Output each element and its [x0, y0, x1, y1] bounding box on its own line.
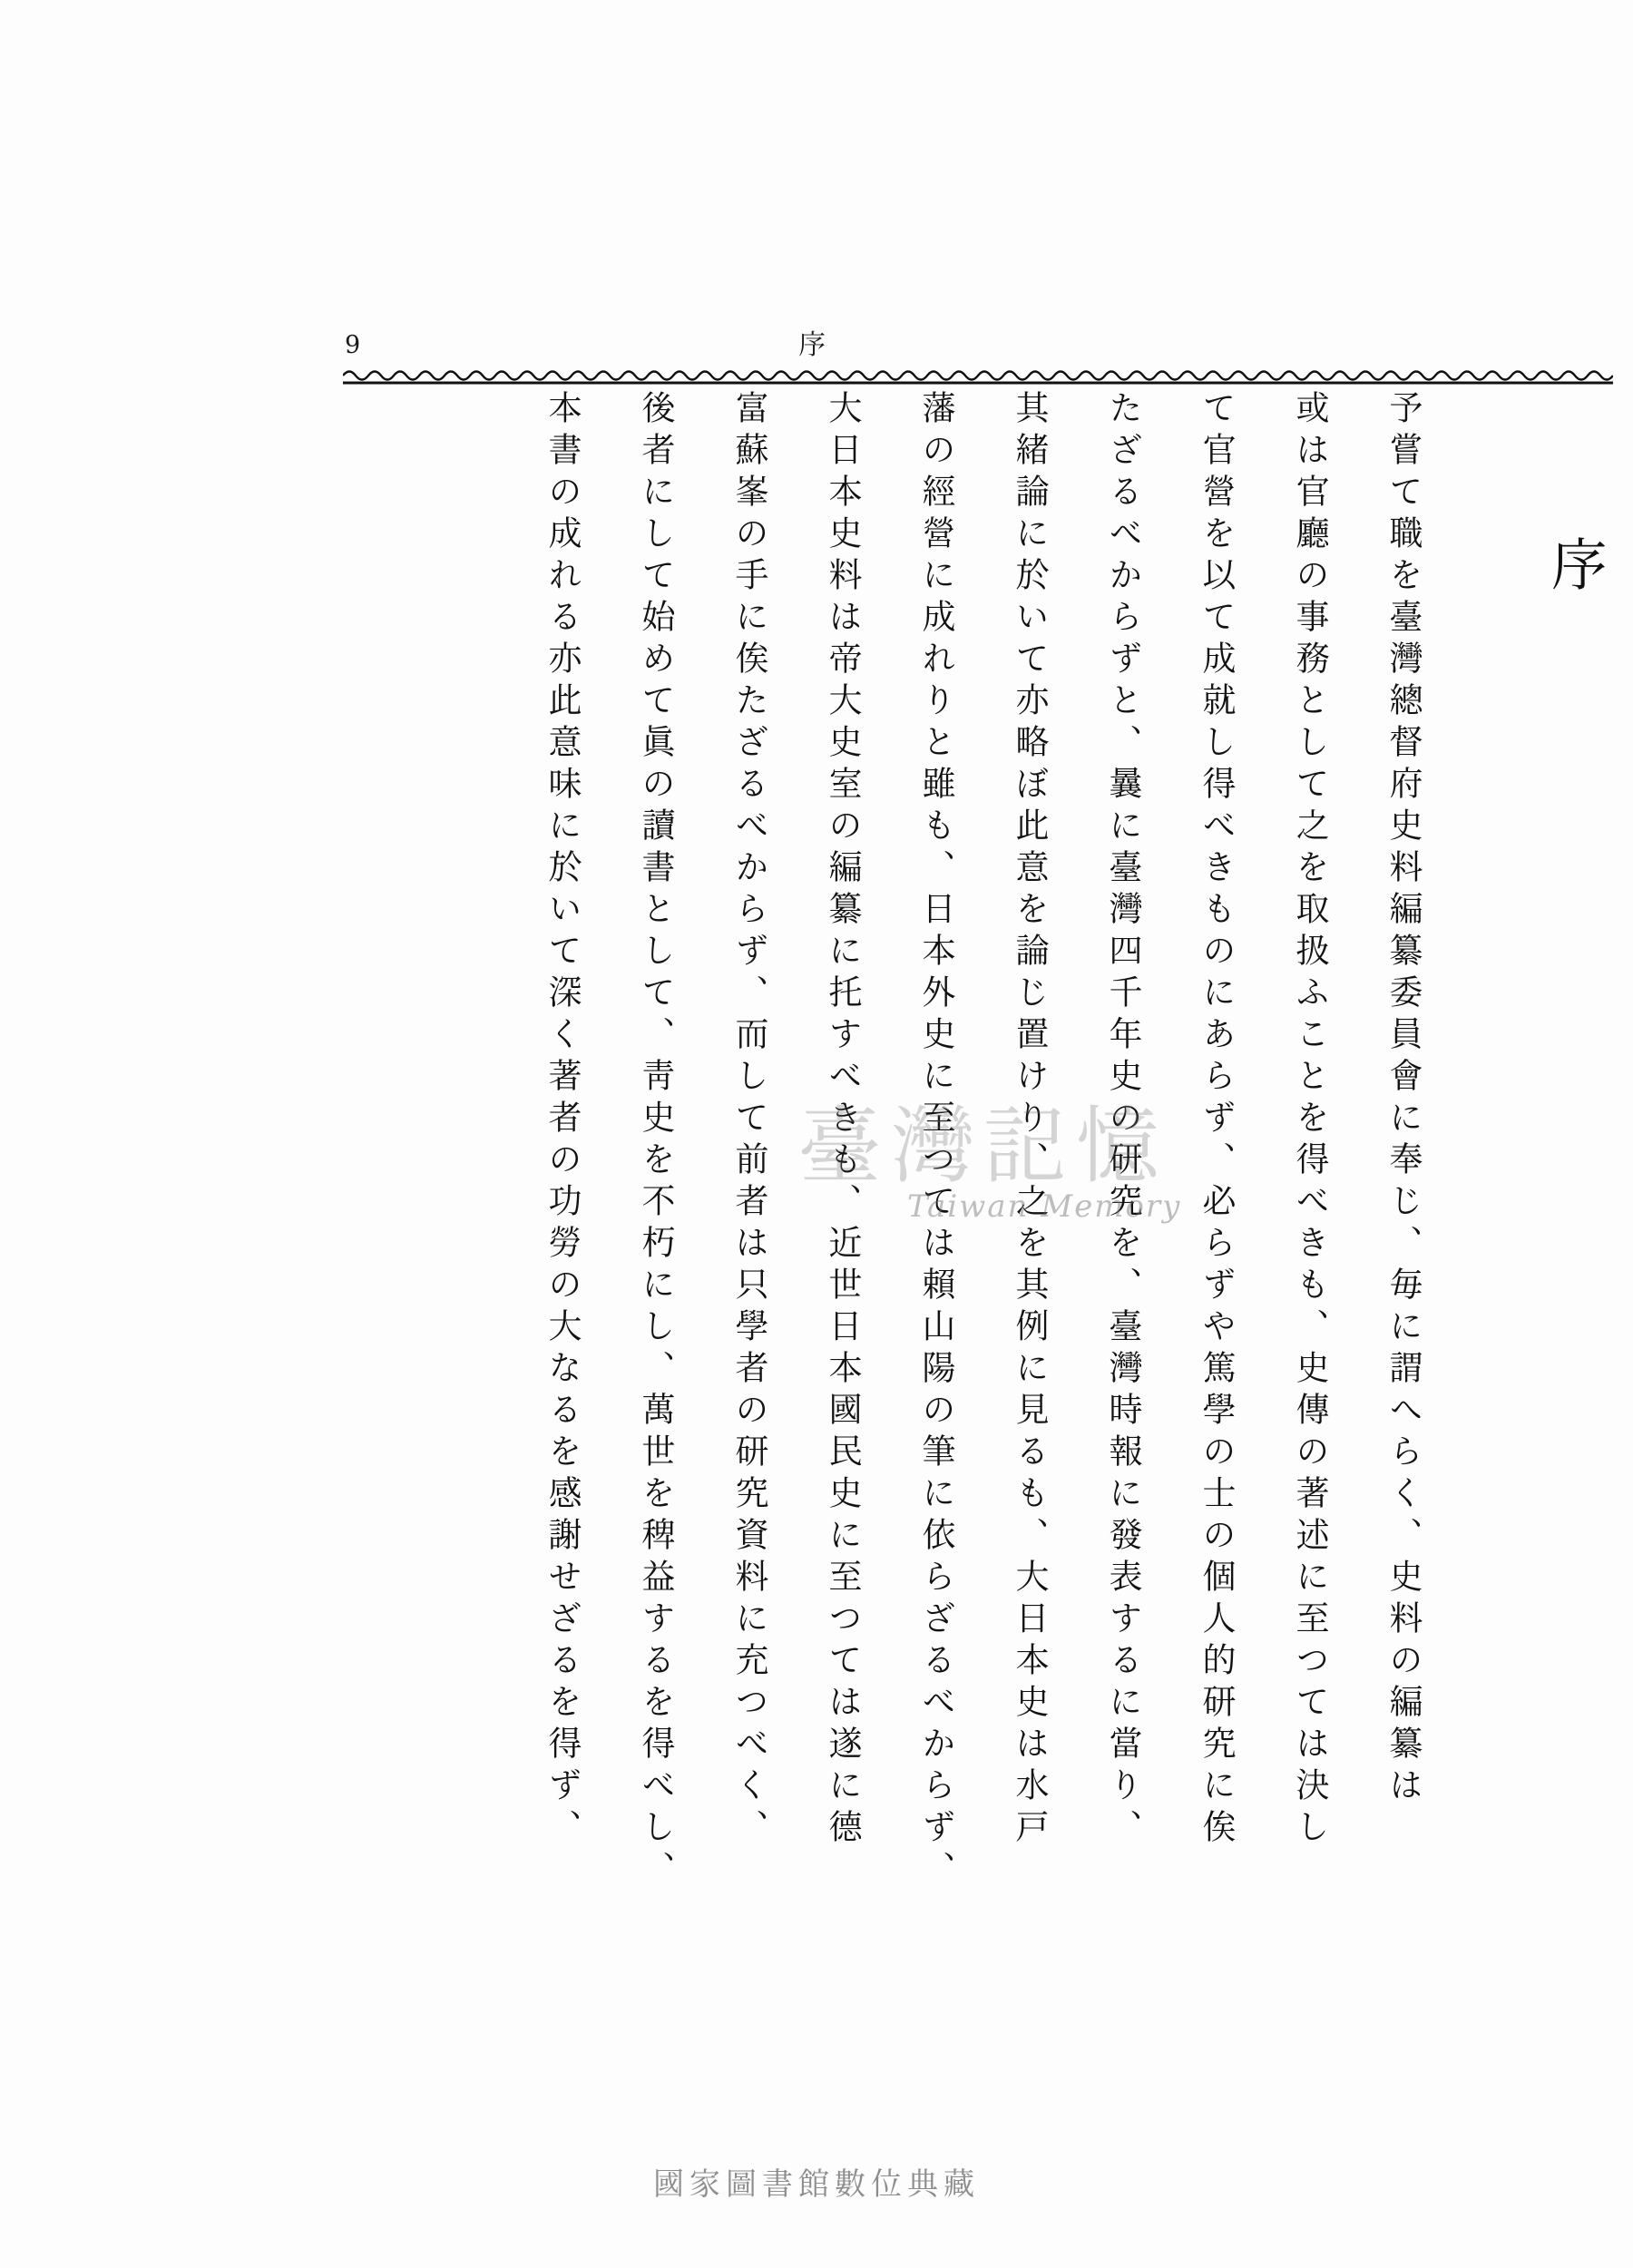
watermark-chinese-text: 臺灣記憶	[798, 1098, 1169, 1195]
text-column: 後者にして始めて眞の讀書として、靑史を不朽にし、萬世を稗益するを得べし、	[636, 390, 675, 1892]
text-column: 藩の經營に成れりと雖も、日本外史に至つては賴山陽の筆に依らざるべからず、	[916, 390, 955, 1892]
text-column: 本書の成れる亦此意味に於いて深く著者の功勞の大なるを感謝せざるを得ず、	[543, 390, 582, 1851]
text-column: 大日本史料は帝大史室の編纂に托すべきも、近世日本國民史に至つては遂に德	[823, 390, 862, 1851]
wavy-divider	[343, 363, 1613, 386]
page-number: 9	[345, 331, 362, 359]
header-title: 序	[798, 329, 827, 361]
text-column: 或は官廳の事務として之を取扱ふことを得べきも、史傳の著述に至つては決し	[1290, 390, 1329, 1851]
text-column: 富蘇峯の手に俟たざるべからず、而して前者は只學者の研究資料に充つべく、	[729, 390, 768, 1851]
section-title: 序	[1541, 535, 1608, 597]
vertical-text-body	[308, 390, 1615, 2014]
text-column: 其緒論に於いて亦略ぼ此意を論じ置けり、之を其例に見るも、大日本史は水戸	[1010, 390, 1049, 1851]
text-column: たざるべからずと、曩に臺灣四千年史の研究を、臺灣時報に發表するに當り、	[1103, 390, 1142, 1851]
text-column: 予嘗て職を臺灣總督府史料編纂委員會に奉じ、毎に謂へらく、史料の編纂は	[1384, 390, 1423, 1809]
text-column: て官營を以て成就し得べきものにあらず、必らずや篤學の士の個人的研究に俟	[1197, 390, 1236, 1851]
watermark-english-text: Taiwan Memory	[907, 1188, 1182, 1225]
footer-archive-stamp: 國家圖書館數位典藏	[653, 2166, 980, 2203]
